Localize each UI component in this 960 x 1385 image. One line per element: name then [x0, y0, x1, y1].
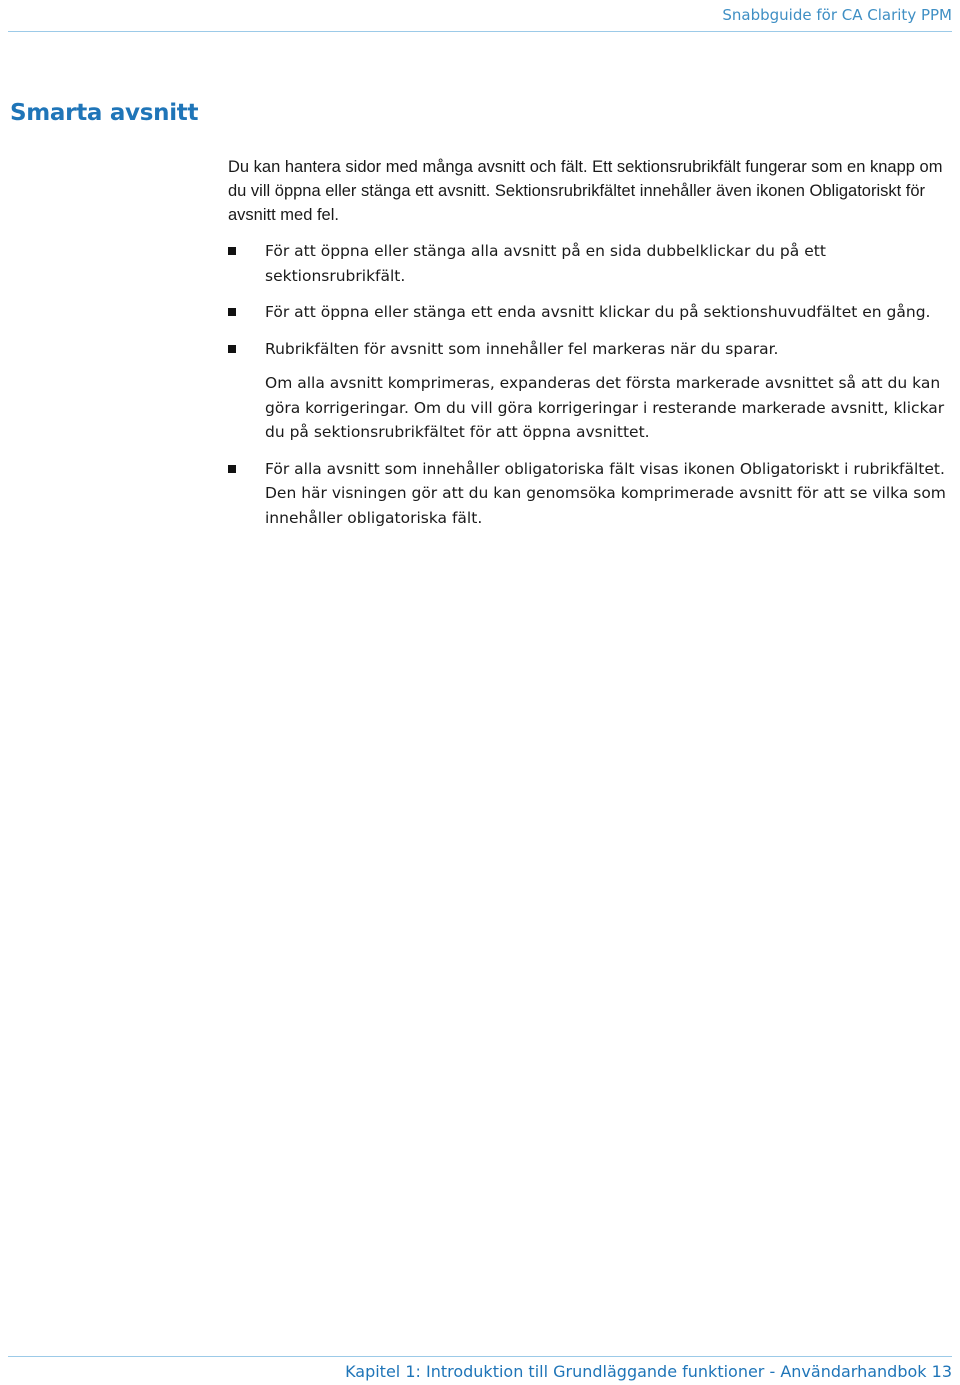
footer-chapter-text: Kapitel 1: Introduktion till Grundläggande funktioner - Användarhandbok: [345, 1362, 927, 1381]
square-bullet-icon: [228, 247, 236, 255]
header-title: Snabbguide för CA Clarity PPM: [722, 6, 952, 24]
bullet-item: [228, 300, 950, 325]
section-title: Smarta avsnitt: [10, 100, 199, 126]
bullet-text: För alla avsnitt som innehåller obligatoriska fält visas ikonen Obligatoriskt i rubrikfältet. Den här visningen gör att du kan genomsöka komprimerade avsnitt för att se vilka som innehåller obligatoriska fält.: [265, 459, 946, 527]
square-bullet-icon: [228, 345, 236, 353]
bullet-list: [228, 239, 950, 530]
bullet-item: [228, 457, 950, 531]
page-header: [0, 0, 960, 30]
footer-divider: [8, 1356, 952, 1357]
square-bullet-icon: [228, 465, 236, 473]
intro-paragraph: Du kan hantera sidor med många avsnitt och fält. Ett sektionsrubrikfält fungerar som en knapp om du vill öppna eller stänga ett avsnitt. Sektionsrubrikfältet innehåller även ikonen Obligatoriskt för avsnitt med fel.: [228, 158, 943, 224]
bullet-text: Rubrikfälten för avsnitt som innehåller fel markeras när du sparar.: [265, 339, 779, 358]
bullet-item: [228, 337, 950, 445]
bullet-followup-text: Om alla avsnitt komprimeras, expanderas det första markerade avsnittet så att du kan göra korrigeringar. Om du vill göra korrigeringar i resterande markerade avsnitt, klickar du på sektionsrubrikfältet för att öppna avsnittet.: [265, 374, 945, 441]
bullet-item: [228, 239, 950, 288]
square-bullet-icon: [228, 308, 236, 316]
page-number: 13: [931, 1362, 952, 1381]
bullet-text: För att öppna eller stänga ett enda avsnitt klickar du på sektionshuvudfältet en gång.: [265, 303, 931, 321]
page-footer: [345, 1362, 952, 1381]
header-divider: [8, 31, 952, 32]
bullet-text: För att öppna eller stänga alla avsnitt på en sida dubbelklickar du på ett sektionsrubrikfält.: [265, 242, 826, 285]
section-content: [228, 155, 950, 542]
